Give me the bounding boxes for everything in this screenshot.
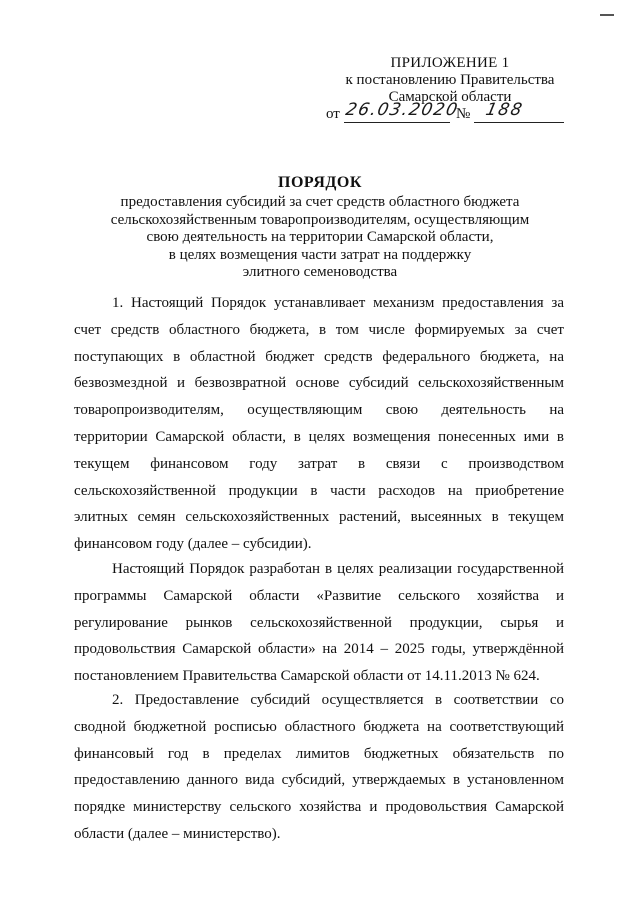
date-label: от	[326, 106, 340, 122]
subtitle-line: сельскохозяйственным товаропроизводителям, осуществляющим	[110, 211, 530, 228]
paragraph-line: территории Самарской области, в целях возмещения понесенных ими в	[74, 428, 564, 445]
paragraph-line: товаропроизводителям, осуществляющим свою деятельность на	[74, 402, 564, 419]
subtitle-line: элитного семеноводства	[242, 264, 398, 280]
number-underline	[474, 122, 564, 123]
paragraph-line: 2. Предоставление субсидий осуществляется в соответствии со	[112, 692, 564, 708]
paragraph-line: постановлением Правительства Самарской области от 14.11.2013 № 624.	[74, 668, 540, 685]
appendix-region: Самарской области	[388, 89, 512, 105]
paragraph-2	[74, 556, 564, 690]
paragraph-line: порядке министерству сельского хозяйства и продовольствия Самарской	[74, 799, 564, 816]
paragraph-line: 1. Настоящий Порядок устанавливает механизм предоставления за	[112, 295, 564, 311]
document-subtitle	[60, 194, 580, 282]
appendix-block	[300, 55, 600, 106]
subtitle-line: предоставления субсидий за счет средств областного бюджета	[120, 194, 520, 210]
paragraph-line: сельскохозяйственной продукции в части расходов на приобретение	[74, 482, 564, 499]
paragraph-line: регулирование рынков сельскохозяйственной продукции, сырья и	[74, 614, 564, 631]
scan-mark	[600, 14, 614, 16]
paragraph-3	[74, 687, 564, 848]
paragraph-line: счет средств областного бюджета, в том числе формируемых за счет	[74, 321, 564, 338]
paragraph-1	[74, 290, 564, 558]
paragraph-line: Настоящий Порядок разработан в целях реализации государственной	[112, 561, 564, 577]
paragraph-line: продовольствия Самарской области» на 2014 – 2025 годы, утверждённой	[74, 641, 564, 658]
subtitle-line: в целях возмещения части затрат на поддержку	[168, 246, 472, 263]
paragraph-line: безвозмездной и безвозвратной основе субсидий сельскохозяйственным	[74, 375, 564, 392]
date-number-row	[326, 100, 586, 124]
paragraph-line: элитных семян сельскохозяйственных растений, высеянных в текущем	[74, 509, 564, 526]
date-handwritten: 26.03.2020	[343, 100, 461, 120]
appendix-resolution: к постановлению Правительства	[345, 72, 555, 88]
paragraph-line: предоставлению данного вида субсидий, утверждаемых в установленном	[74, 772, 564, 789]
document-title: ПОРЯДОК	[278, 174, 362, 191]
paragraph-line: текущем финансовом году затрат в связи с производством	[74, 455, 564, 472]
paragraph-line: финансовый год в пределах лимитов бюджетных обязательств по	[74, 745, 564, 762]
subtitle-line: свою деятельность на территории Самарской области,	[146, 229, 494, 245]
paragraph-line: программы Самарской области «Развитие сельского хозяйства и	[74, 587, 564, 604]
number-label: №	[456, 106, 471, 122]
appendix-heading: ПРИЛОЖЕНИЕ 1	[390, 55, 510, 71]
number-handwritten: 188	[483, 100, 526, 120]
date-underline	[344, 122, 450, 123]
paragraph-line: области (далее – министерство).	[74, 825, 281, 842]
paragraph-line: поступающих в областной бюджет средств федерального бюджета, на	[74, 348, 564, 365]
paragraph-line: сводной бюджетной росписью областного бюджета на соответствующий	[74, 718, 564, 735]
paragraph-line: финансовом году (далее – субсидии).	[74, 536, 312, 553]
